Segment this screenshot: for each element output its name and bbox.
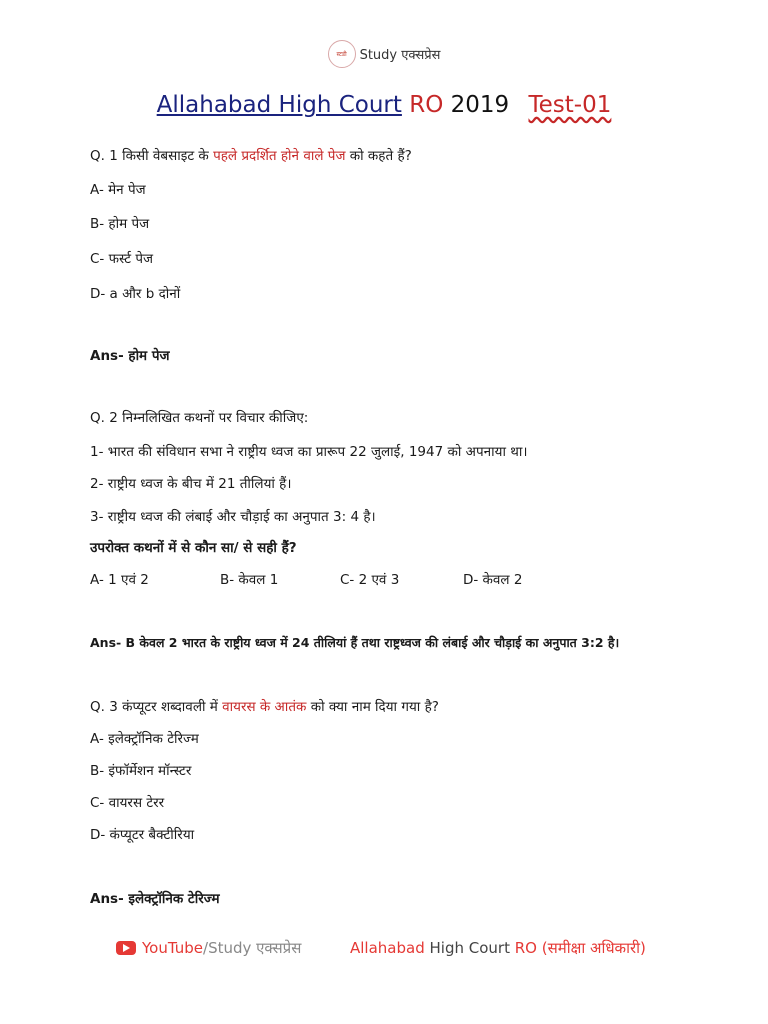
footer-high-court: High Court <box>424 939 515 957</box>
q2-option-c: C- 2 एवं 3 <box>340 572 400 588</box>
logo-badge-icon <box>328 40 356 68</box>
q2-answer: Ans- B केवल 2 भारत के राष्ट्रीय ध्वज में 24 तीलियां हैं तथा राष्ट्रध्वज की लंबाई और चौड़ाई का अनुपात 3:2 है। <box>90 635 620 650</box>
brand-logo <box>0 40 768 68</box>
q2-option-b: B- केवल 1 <box>220 572 279 588</box>
footer-allahabad: Allahabad <box>350 939 425 957</box>
q1-suffix: को कहते हैं? <box>345 148 412 164</box>
footer-ro-hindi: (समीक्षा अधिकारी) <box>536 939 646 957</box>
footer-ro: RO <box>514 939 537 957</box>
q2-statement-3: 3- राष्ट्रीय ध्वज की लंबाई और चौड़ाई का अनुपात 3: 4 है। <box>90 509 376 525</box>
youtube-play-icon <box>116 941 136 955</box>
footer-channel-name: Study एक्सप्रेस <box>208 939 302 957</box>
q2-statement-1: 1- भारत की संविधान सभा ने राष्ट्रीय ध्वज का प्रारूप 22 जुलाई, 1947 को अपनाया था। <box>90 444 528 460</box>
q1-option-c: C- फर्स्ट पेज <box>90 251 154 267</box>
q3-option-a: A- इलेक्ट्रॉनिक टेरिज्म <box>90 731 199 747</box>
q1-option-a: A- मेन पेज <box>90 182 146 198</box>
q3-suffix: को क्या नाम दिया गया है? <box>306 699 439 715</box>
q1-option-d: D- a और b दोनों <box>90 286 181 302</box>
q3-option-c: C- वायरस टेरर <box>90 795 165 811</box>
q3-prefix: Q. 3 कंप्यूटर शब्दावली में <box>90 699 223 715</box>
q1-answer: Ans- होम पेज <box>90 348 170 364</box>
q2-option-d: D- केवल 2 <box>463 572 523 588</box>
title-year: 2019 <box>450 92 510 118</box>
q3-question <box>90 697 439 715</box>
q2-option-a: A- 1 एवं 2 <box>90 572 149 588</box>
page-title <box>0 92 768 118</box>
logo-badge-text: स्टडी <box>336 51 347 58</box>
title-test: Test-01 <box>528 92 612 118</box>
q3-answer: Ans- इलेक्ट्रॉनिक टेरिज्म <box>90 891 220 907</box>
footer-channel <box>142 938 301 958</box>
q3-highlight: वायरस के आतंक <box>222 699 307 715</box>
footer-slash: / <box>203 939 209 957</box>
q3-option-d: D- कंप्यूटर बैक्टीरिया <box>90 827 195 843</box>
q2-question: Q. 2 निम्नलिखित कथनों पर विचार कीजिए: <box>90 410 309 426</box>
title-court: Allahabad High Court <box>156 92 402 118</box>
q2-prompt: उपरोक्त कथनों में से कौन सा/ से सही हैं? <box>90 540 297 556</box>
q1-prefix: Q. 1 किसी वेबसाइट के <box>90 148 214 164</box>
footer-youtube: YouTube <box>142 939 203 957</box>
title-ro: RO <box>409 92 444 118</box>
q1-question <box>90 146 412 164</box>
q2-statement-2: 2- राष्ट्रीय ध्वज के बीच में 21 तीलियां हैं। <box>90 476 292 492</box>
q3-option-b: B- इंफॉर्मेशन मॉन्स्टर <box>90 763 192 779</box>
q1-highlight: पहले प्रदर्शित होने वाले पेज <box>213 148 346 164</box>
q1-option-b: B- होम पेज <box>90 216 150 232</box>
footer-exam <box>350 938 646 958</box>
logo-text: Study एक्सप्रेस <box>359 48 441 63</box>
